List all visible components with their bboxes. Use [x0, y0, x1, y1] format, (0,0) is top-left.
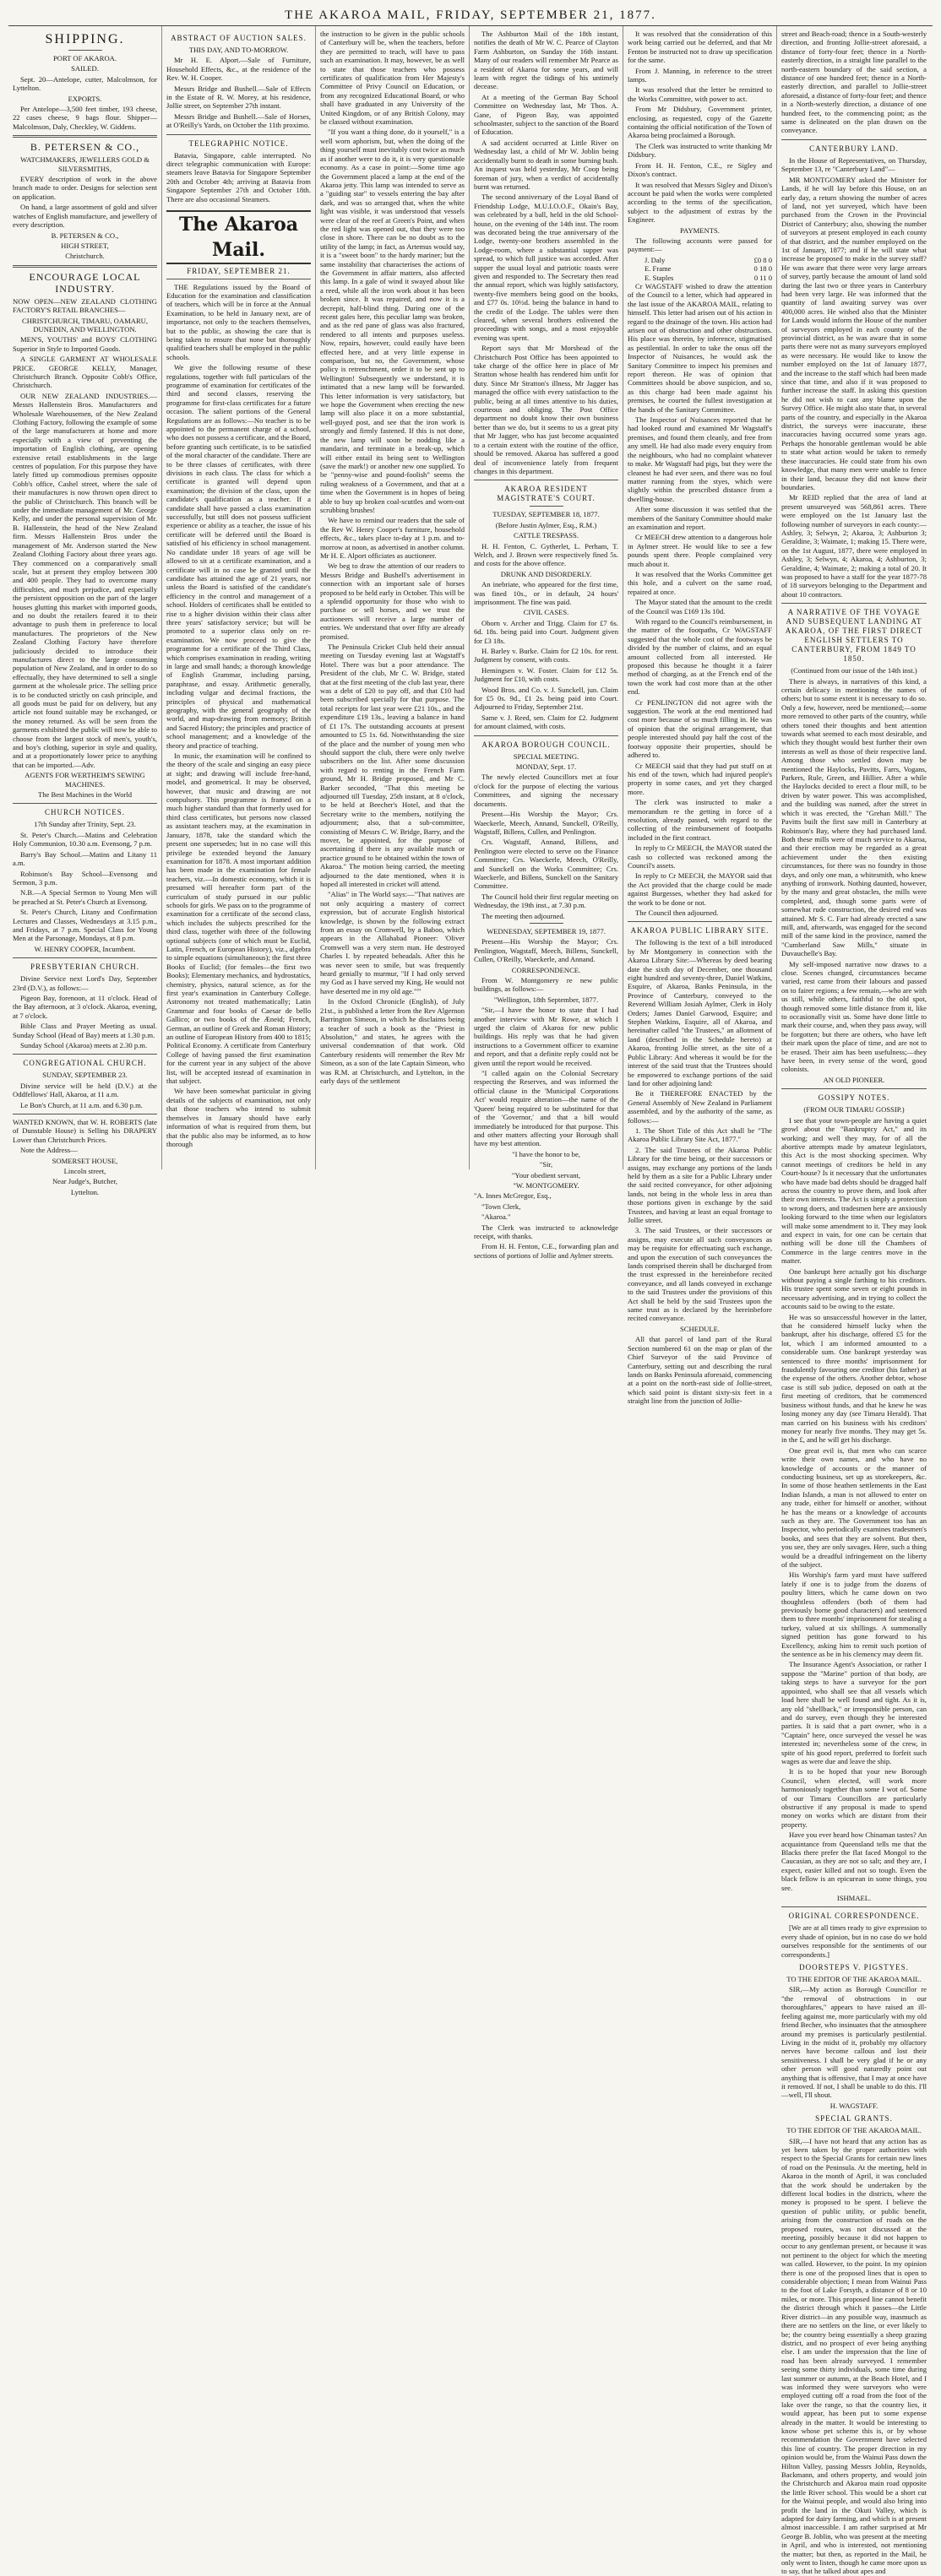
council-text: The Council hold their first regular meeting on Wednesday, the 19th inst., at 7.30 p.m.: [474, 892, 618, 910]
divider: [68, 50, 102, 51]
account-row: [628, 256, 772, 264]
narrative-text: My self-imposed narrative now draws to a close. Scenes changed, circumstances became varied, rest came from their labours and passed on to fairer regions; a few remain,—who are with us still, while others, faithful to the old spot, though removed some little distance from it, like to occasionally visit us. Some have done little to mark their course, and, when they pass away, will be forgotten; but there are others, who have left their mark upon the place of time, and are not to be erased. Their aim has been usefulness;—they have been, in every sense of the word, good colonists.: [781, 959, 927, 1074]
account-amount: 0 18 0: [753, 264, 772, 274]
account-amount: 0 11 0: [753, 273, 772, 282]
council-text: With regard to the Council's reimbursement, in the matter of the footpaths, Cr WAGSTAFF suggested that the whole cost of the footways be divided by the number of claims, and an equal amount collected from all interested. He proposed this because he thought it a fairer method of charging, as at the French end of the town the work had cost more than at the other end.: [628, 617, 772, 697]
account-name: J. Daly: [645, 255, 666, 264]
court-date: TUESDAY, SEPTEMBER 18, 1877.: [492, 510, 600, 519]
correspondence-text: "Sir,—I have the honor to state that I had another interview with Mr Rowe, at which I urged the claim of Akaroa for new public buildings. His reply was that he had given instructions to a Government officer to examine and report, and that a definite reply could not be given until the report would be received.: [474, 1006, 618, 1067]
correspondence-heading: CORRESPONDENCE.: [511, 965, 581, 974]
schedule-text: street and Beach-road; thence in a South-westerly direction, and fronting Jollie-street aforesaid, a distance of forty-four feet; thence in a North-easterly direction, in a straight line parallel to the north-eastern boundary of the said section, a distance of one hundred feet; thence in a North-easterly direction, and parallel to Jollie-street aforesaid, a distance of forty-four feet; and thence in a North-westerly direction, a distance of one hundred feet, to the commencing point; as the same is delineated on the plan drawn on the conveyance.: [781, 30, 927, 135]
council-text: It was resolved that the letter be remitted to the Works Committee, with power to act.: [628, 85, 772, 103]
canterbury-text: MR MONTGOMERY asked the Minister for Lands, if he will lay before this House, on an early day, a return showing the number of acres of land, not yet surveyed, which have been purchased from the Crown in the Provincial District of Canterbury; also, showing the number of surveyors at present employed in each county of that district, and the number employed on the 1st of January, 1877; and if he will state what increase be proposed to make in the survey staff? He was aware that there were very large arrears of survey, partly because the amount of land sold during the last two or three years in Canterbury had been very large. He was informed that the quantity of land awaiting survey was over 400,000 acres. He wished also that the Minister for Lands would inform the House of the number of surveyors employed in each county of the provincial district, as he was aware that in some parts there were not as many surveyors employed as were necessary. He would like to know the number employed on the 1st of January 1877, and the increase to the staff which had been made since that time, and also if it was proposed to further increase the staff. In asking this question he did not wish to cast any blame upon the Survey Office. He might also state that, in several parts of the country, and especially in the Akaroa district, the surveys were inaccurate, these inaccuracies having occurred some years ago. Perhaps the honorable gentleman would be able to state what action would be taken to remedy these inaccuracies. He could state from his own knowledge, that many men were unable to fence in their land, because they did not know their boundaries.: [781, 175, 927, 491]
column-6: [777, 26, 931, 2576]
wednesday-date: WEDNESDAY, SEPTEMBER 19, 1877.: [487, 926, 606, 935]
gossip-text: I see that your town-people are having a quiet growl about the "Bankruptcy Act," and its working; and well they may, for of all the abortive attempts made by amateur legislators, this Act is the most shocking specimen. Why cannot meetings of creditors be held in any Court-house? Is it necessary that the unfortunates who have made bad debts should be dragged half across the country to prove them, and look after their own interests. The Act is simply a protection to wrong doers, and tradesmen here are anxiously looking forward to the time when our legislators will make some amendment to it. They may look and expect in vain, for one can be certain that nothing will be done till the Chambers of Commerce in the large centres move in the matter.: [781, 1115, 927, 1266]
library-heading: AKAROA PUBLIC LIBRARY SITE.: [630, 926, 770, 935]
correspondence-text: "I have the honor to be,: [512, 1149, 580, 1158]
canterbury-text: Mr REID replied that the area of land at present unsurveyed was 568,861 acres. There were employed on the 1st January last the following number of surveyors in each county:—Ashley, 3; Selwyn, 2; Akaroa, 3; Ashburton 3; Geraldine, 3; Waimate, 1; making 15. There were, on the 1st August, 1877, there were employed in Ashley, 3; Selwyn, 4; Akaroa, 4; Ashburton, 3; Geraldine, 4; Waimate, 2; making a total of 20. It was proposed to have a staff for the year 1877-78 of 18 surveyors belonging to the Department and about 10 contractors.: [781, 493, 927, 599]
article-text: "Alias" in The World says:—"That natives are not only acquiring a mastery of correct expression, but of accurate English historical knowledge, is shown by the following extract from an essay on Cromwell, by a Baboo, which appears in the Allahabad Pioneer: 'Oliver Cromwell was a very stern man. He destroyed Charles I. by repeated beheadals. After this he was never seen to smile, but was frequently heard genially to murmur, "If I had only served my God as I have served my King, He would not have deserted me in my old age."'": [320, 890, 465, 995]
civil-heading: CIVIL CASES.: [523, 608, 569, 617]
doorsteps-heading: DOORSTEPS V. PIGSTYES.: [799, 1963, 909, 1972]
council-heading: AKAROA BOROUGH COUNCIL.: [481, 740, 611, 749]
schedule-heading: SCHEDULE.: [679, 1324, 721, 1333]
gossip-text: One great evil is, that men who can scarce write their own names, and who have no knowledge of accounts or the manner of conducting business, set up as storekeepers, &c. In some of those heathen settlements in the East Indian Islands, a man is not allowed to enter on any trade, either for himself or another, without he has the means or a knowledge of accounts such as they are. The Government too has an Inspector, who periodically examines tradesmen's books, and sees that they are solvent. But then, you see, they are only savages. Here, such a thing would be a dreadful infringement on the liberty of the subject.: [781, 1445, 927, 1569]
divider: [13, 957, 157, 958]
congregational-text: Divine service will be held (D.V.) at the Oddfellows' Hall, Akaroa, at 11 a.m.: [13, 1081, 157, 1099]
council-text: It was resolved that the consideration of this work being carried out be deferred, and that Mr Fenton be instructed not to draw up specification for the same.: [628, 30, 772, 65]
council-text: The Mayor stated that the amount to the credit of the Council was £169 13s 10d.: [628, 598, 772, 616]
auction-heading: ABSTRACT OF AUCTION SALES.: [171, 34, 307, 42]
columns: [8, 26, 933, 2576]
leader-text: We give the following resume of these regulations, together with full particulars of the programme of examination for certificates of the third and second classes, reserving the programme for first-class certificates for a future occasion. The salient portions of the General Regulations are as follows:—No teacher is to be appointed to the permanent charge of a school, who does not possess a certificate, and the Board, before granting such certificate, is to be satisfied of the moral character of the candidate. There are to be three classes of certificates, with three divisions in each class. The class for which a certificate is granted will depend upon examination; the division of the class, upon the candidate's qualification as a teacher. If a candidate shall have passed a class examination successfully, but still does not possess sufficient experience or ability as a teacher, the issue of his certificate will be deferred until the Board is satisfied of his efficiency in school management. No candidate under 18 years of age will be allowed to sit at a certificate examination, and a certificate will in no case be granted until the candidate has attained the age of 21 years, nor unless the Board is satisfied of the candidate's efficiency in the control and management of a school. Holders of certificates shall be entitled to rise to a higher division within their class after three years' satisfactory service; but will be promoted to a superior class only on re-examination. We now proceed to give the programme for a certificate of the Third Class, which comprises examination in reading, writing in large and small hands; a thorough knowledge of English Grammar, including parsing, paraphrase, and essay. Arithmetic generally, including vulgar and decimal fractions, the principles of physical and mathematical geography, with the general geography of the world, and map-drawing from memory; British and Sacred History; the principles and practice of school management; and a knowledge of the theory and practice of teaching.: [166, 363, 311, 750]
grants-text: SIR,—I have not heard that any action has as yet been taken by the proper authorities with respect to the Special Grants for certain new lines of road on the Peninsula. At the meeting, held in Akaroa in the month of April, it was concluded that the work should be undertaken by the different local bodies in the districts, where the money is proposed to be spent. I believe the question of public utility, or public benefit, arising from the construction of roads on the proposed routes, was not discussed at the meeting, possibly because it did not happen to occur to any gentleman present, or because it was not pertinent to the object for which the meeting was called. However, to the point. In my opinion there is one of the proposed lines that is open to considerable objection; I mean from Wainui Pass to the foot of Lake Forsyth, a distance of 8 or 10 miles, or more. This proposed line cannot benefit the district through which it passes—the Little River district—in any possible way, inasmuch as there are no settlers on the line, or ever likely to be; the country being essentially a sheep grazing district, and no prospect of ever being anything else. I am under the impression that the line of road has been already surveyed. I remember seeing some thirty individuals, some time during last summer or autumn, at the Beach Hotel, and I was informed they were surveyors who were employed cutting off a road from the foot of the lake over the range, so that the country lies, it would appear, has been put to some expense already in the matter. It would be interesting to know whose pet scheme this is, or by whose recommendation the Government have selected this line of country. The proper direction in my opinion would be, from the Wainui Pass down the Hilton Valley, passing Messrs Joblin, Reynolds, Backmann, and others property, and would join the Christchurch and Akaroa main road opposite the little River school. This would be a short cut for the Wainui people, and would also bring into profit the land in the Okuti Valley, which is adapted for dairy farming, and which is at present almost inaccessible. I am rather surprised at Mr George B. Joblin, who was present at the meeting in April, and who is interested, not mentioning the matter; but then, as reported in the Mail, he only went to listen, though he came more upon us to say, that he talked about apes and: [781, 2136, 927, 2576]
library-text: Be it THEREFORE ENACTED by the General Assembly of New Zealand in Parliament assembled, and by the authority of the same, as follows:—: [628, 1089, 772, 1125]
court-text: H. H. Fenton, C. Gytherlet, L. Perham, T. Welch, and J. Brown were respectively fined 5s. and costs for the above offence.: [474, 541, 618, 568]
narrative-text: There is always, in narratives of this kind, a certain delicacy in mentioning the names of others; but to some extent it is necessary to do so. Only a few, however, need be mentioned;—some more removed to other parts of the country, while others toned their thoughts and bent attention towards what seemed to each most desirable, and which they thought would best further their own interests as well as those of their respective land. Among those who settled down may be mentioned the Haylocks, Pavitts, Farrs, Vogans, Parkers, Rule, Green, and Hillier. After a while the Haylocks decided to erect a flour mill, to be driven by water power. This was accomplished, and the building was named, after the street in which it was erected, the "Grehan Mill." The Pavitts built the first saw mill in Canterbury at Robinson's Bay, where they had purchased land. Both these mills were of much service to Akaroa, and their erection may be regarded as a great achievement under the then existing circumstances, for there was no foundry in those days, and only one man, a whitesmith, who knew anything of ironwork. Nothing daunted, however, by the many and great obstacles, the mills were completed, and, though some parts were of somewhat rude construction, the desired end was attained. Mr S. C. Farr had already erected a saw mill, and, afterwards, was engaged for the second mill of the same kind in the province, named the "Cumberland Saw Mills," situate in Duvauchelle's Bay.: [781, 676, 927, 958]
council-text: From J. Manning, in reference to the street lamps.: [628, 66, 772, 84]
account-name: E. Frame: [645, 264, 672, 274]
doorsteps-to: TO THE EDITOR OF THE AKAROA MAIL.: [786, 1975, 922, 1984]
telegraph-heading: TELEGRAPHIC NOTICE.: [188, 138, 289, 148]
council-text: Present—His Worship the Mayor; Crs. Penlington, Wagstaff, Meech, Billens, Sunckell, Cullen, O'Reilly, Waeckerle, and Annand.: [474, 937, 618, 964]
church-text: St. Peter's Church, Litany and Confirmation Lectures and Classes, Wednesdays at 3.15 p.m., and Fridays, at 7 p.m. Special Class for Young Men at the Parsonage, Mondays, at 8 p.m.: [13, 908, 157, 943]
church-text: Barry's Bay School.—Matins and Litany 11 a.m.: [13, 849, 157, 868]
congregational-date: SUNDAY, SEPTEMBER 23.: [42, 1071, 128, 1080]
wanted-address: SOMERSET HOUSE,: [52, 1156, 118, 1165]
council-text: After some discussion it was settled that the members of the Sanitary Committee should make an examination and report.: [628, 505, 772, 531]
council-text: Cr MEECH said that they had put stuff on at his end of the town, which had injured people's property in some cases, and yet they charged more.: [628, 761, 772, 796]
drunk-heading: DRUNK AND DISORDERLY.: [500, 569, 592, 578]
divider: [13, 803, 157, 804]
sailed-heading: SAILED.: [71, 64, 99, 73]
grants-to: TO THE EDITOR OF THE AKAROA MAIL.: [786, 2126, 922, 2135]
column-3: [316, 26, 470, 1169]
divider: [13, 1054, 157, 1055]
account-name: E. Staples: [645, 273, 674, 282]
court-text: Hemingsen v. W. Foster. Claim for £12 5s. Judgment for £10, with costs.: [474, 665, 618, 684]
exports-heading: EXPORTS.: [68, 94, 102, 103]
congregational-heading: CONGREGATIONAL CHURCH.: [23, 1059, 147, 1068]
leader-text: In music, the examination will be confined to the theory of the scale and singing an easy piece at sight; and drawing will include free-hand, model, and geometrical. It may be observed, however, that music and drawing are not compulsory. This programme is framed on a much higher standard than that formerly used for third class certificates, but persons now classed as assistant teachers may, at the examination in January, 1878, take the standard which the present one supersedes; but in no case will this privilege be extended beyond the January examination for 1878. A most important addition has been made in the examination for female teachers, viz.—In domestic economy, which it is presumed will hereafter form part of the curriculum of study pursued in our public schools for girls. We pass on to the programme of examination for a certificate of the second class, which includes the subjects prescribed for the third class, together with three of the following optional subjects (one of which must be Euclid, Latin, French, or European History), viz., algebra to simple equations (simultaneous); the first three Books of Euclid; (for females—the first two Books); Elementary mechanics, and hydrostatics, chemistry, physics, natural science, as for the first year's examination in Canterbury College. Astronomy not treated mathematically; Latin Grammar and four books of Caesar de bello Gallico; or two books of the Æneid; French, German, an outline of Greek and Roman History; an outline of European History from 400 to 1815; Political Economy. A certificate from Canterbury College of having passed the first examination for the current year in any subject of the above list, will be accepted instead of examination in that subject.: [166, 751, 311, 1086]
library-text: 3. The said Trustees, or their successors or assigns, may execute all such conveyances as may be requisite for effectuating such exchange, and upon the execution of such conveyances the lands comprised therein shall be discharged from the trust expressed in the hereinbefore recited conveyance, and all lands conveyed in exchange to the said Trustees under the provisions of this Act shall be held by the said Trustees upon the same trust as is declared by the hereinbefore recited conveyance.: [628, 1226, 772, 1323]
gossip-text: One bankrupt here actually got his discharge without paying a single farthing to his creditors. His trustee spent some seven or eight pounds in necessary advertising, and in trying to collect the accounts said to be owing to the estate.: [781, 1266, 927, 1311]
account-row: [628, 274, 772, 282]
encourage-text: MEN'S, YOUTHS' and BOYS' CLOTHING Superior in Style to Imported Goods.: [13, 335, 157, 353]
column-1: [8, 26, 162, 1196]
article-text: In the Oxford Chronicle (English), of July 21st., is published a letter from the Rev Algernon Barrington Simeon, in which he disclaims being a teacher of such a book as the "Priest in Absolution," and states, he agrees with the universal condemnation of that work. Old Canterbury residents will remember the Rev Mr Simeon, as a son of the late Captain Simeon, who was R.M. at Christchurch, and Lyttelton, in the early days of the settlement: [320, 997, 465, 1085]
correspondence-text: "Your obedient servant,: [511, 1170, 581, 1180]
church-text: Robinson's Bay School—Evensong and Sermon, 3 p.m.: [13, 869, 157, 887]
court-heading: AKAROA RESIDENT MAGISTRATE'S COURT.: [497, 485, 596, 503]
library-text: 1. The Short Title of this Act shall be "The Akaroa Public Library Site Act, 1877.": [628, 1125, 772, 1144]
column-5: [623, 26, 777, 1406]
auction-text: Messrs Bridge and Bushell.—Sale of Horses, at O'Reilly's Yards, on October the 11th proximo.: [166, 111, 311, 130]
narrative-heading: A NARRATIVE OF THE VOYAGE AND SUBSEQUENT LANDING AT AKAROA, OF THE FIRST DIRECT ENGLISH SETTLERS TO CANTERBURY, FROM 1849 TO 1850.: [785, 608, 923, 664]
divider: [628, 921, 772, 922]
council-text: Cr WAGSTAFF wished to draw the attention of the Council to a letter, which had appeared in the last issue of the AKAROA MAIL, relating to himself. This letter had arisen out of his action in regard to the drainage of the town. His action had arisen out of obstruction and other obstructions. His place was therein, by inference, stigmatised as pestilential. In order to take the onus off the Inspector of Nuisances, he would ask the Sanitary Committee to inspect his premises and report thereon. He was of opinion that Committees should be above suspicion, and so, as this charge had been made against his premises, he courted the fullest investigation at the hands of the Sanitary Committee.: [628, 281, 772, 414]
schedule-text: All that parcel of land part of the Rural Section numbered 61 on the map or plan of the Chief Surveyor of the said Province of Canterbury, setting out and describing the rural lands on Banks Peninsula aforesaid, commencing at a point on the north-east side of Jollie-street, which said point is distant sixty-six feet in a straight line from the junction of Jollie-: [628, 1335, 772, 1406]
council-text: From H. H. Fenton, C.E., re Sigley and Dixon's contract.: [628, 160, 772, 179]
presbyterian-text: Sunday School (Akaroa) meets at 2.30 p.m.: [20, 1041, 148, 1049]
council-text: Cr PENLINGTON did not agree with the suggestion. The work at the end mentioned had cost more because of so much filling in. He was of opinion that the original arrangement, that people interested should pay half the cost of the footway opposite their properties, should be adhered to.: [628, 697, 772, 760]
council-text: The Inspector of Nuisances reported that he had looked round and examined Mr Wagstaff's premises, and found them cleanly, and free from any smell. He had also made every enquiry from the neighbours, who had no complaint whatever to make. Mr Wagstaff had pigs, but they were the cleanest he had ever seen, and there was no foul matter running from the styes, which were slightly within the prescribed distance from a dwelling-house.: [628, 415, 772, 503]
correspondence-note: [We are at all times ready to give expression to every shade of opinion, but in no case do we hold ourselves responsible for the sentiments of our correspondents.]: [781, 1923, 927, 1959]
auction-date: THIS DAY, AND TO-MORROW.: [188, 46, 289, 54]
church-text: N.B.—A Special Sermon to Young Men will be preached at St. Peter's Church at Evensong.: [13, 888, 157, 906]
court-text: Same v. J. Reed, sen. Claim for £2. Judgment for amount claimed, with costs.: [474, 713, 618, 731]
correspondence-text: The Clerk was instructed to acknowledge receipt, with thanks.: [474, 1223, 618, 1240]
gossip-text: Have you ever heard how Chinaman tastes? An acquaintance from Queensland tells me that the Blacks there prefer the flat faced Mongol to the Caucasian, as they are not so salt; and they are, I expect, easier killed and not so tough. Even the black fellow is an epicurean in some things, you see.: [781, 1830, 927, 1892]
encourage-text: NOW OPEN—NEW ZEALAND CLOTHING FACTORY'S RETAIL BRANCHES—: [13, 296, 157, 315]
correspondence-text: From W. Montgomery re new public buildings, as follows:—: [474, 976, 618, 994]
correspondence-text: "Town Clerk,: [481, 1201, 521, 1211]
article-text: We beg to draw the attention of our readers to Messrs Bridge and Bushell's advertisement in connection with an important sale of horses proposed to be held early in October. This will be a splendid opportunity for those who wish to purchase or sell horses, and we trust the auctioneers will receive a large number of entries. We understand that over fifty are already promised.: [320, 561, 465, 641]
masthead: THE AKAROA MAIL, FRIDAY, SEPTEMBER 21, 1877.: [8, 5, 933, 26]
correspondence-text: "Sir,: [539, 1160, 553, 1169]
correspondence-heading: ORIGINAL CORRESPONDENCE.: [788, 1912, 920, 1921]
leader-text: THE Regulations issued by the Board of Education for the examination and classification of teachers, which will be in force at the Annual Examination, to be held in January next, are of importance, not only to the teachers themselves, but to the public, as showing the care that is being taken to ensure that none but thoroughly qualified teachers shall be employed in the public schools.: [166, 282, 311, 361]
gossip-text: His Worship's farm yard must have suffered lately if one is to judge from the dozens of poultry litters, which he came down on two thoughtless offenders (both of them had previously borne good characters) and sentenced them to three months' imprisonment for stealing a turkey, valued at six shillings. A summonally signed petition has gone forward to his Excellency, asking him to remit such portion of the sentence as he in his clemency may deem fit.: [781, 1570, 927, 1659]
cattle-heading: CATTLE TRESPASS.: [514, 531, 579, 540]
correspondence-text: "A. Innes McGregor, Esq.,: [474, 1191, 552, 1201]
article-text: The second anniversary of the Loyal Band of Friendship Lodge, M.U.I.O.O.F., Okain's Bay, was celebrated by a ball, held in the old School-house, on the evening of the 14th inst. The room was decorated being the true anniversary of the Lodge, twenty-one brothers assembled in the Lodge-room, where a substantial supper was spread, to which full justice was accorded. After supper the usual loyal and patriotic toasts were given and responded to. The Secretary then read the annual report, which was highly satisfactory, twenty-five members being good on the books, and £77 0s. 10½d. being the balance in hand to the credit of the Lodge. The tables were then cleared, when several brothers enlivened the proceedings with songs, and a most enjoyable evening was spent.: [474, 193, 618, 342]
article-text: We have to remind our readers that the sale of the Rev W. Henry Cooper's furniture, household effects, &c., takes place to-day at 1 p.m. and to-morrow at noon, as advertised in another column. Mr H. E. Alport officiates as auctioneer.: [320, 516, 465, 560]
church-heading: CHURCH NOTICES.: [44, 808, 125, 817]
divider: [530, 923, 563, 924]
council-text: Crs. Wagstaff, Annand, Billens, and Penlington were elected to serve on the Finance Committee; Crs. Waeckerle, Meech, O'Reilly, and Sunckell on the Works Committee; Crs. Waeckerle, and Billens, Sunckell on the Sanitary Committee.: [474, 838, 618, 891]
wanted-text: Note the Address—: [20, 1146, 78, 1155]
court-text: Oborn v. Archer and Trigg. Claim for £7 6s. 6d. 18s. being paid into Court. Judgment given for £3 18s.: [474, 618, 618, 645]
grants-heading: SPECIAL GRANTS.: [815, 2114, 893, 2123]
correspondence-text: "I called again on the Colonial Secretary respecting the Reserves, and was informed the official clause in the 'Municipal Corporations Act' would require alteration—the name of the 'Queen' being required to be substituted for that of the 'Governor,' and that a bill would immediately be introduced for that purpose. This and other matters affecting your Borough shall have my best attention.: [474, 1069, 618, 1148]
leader-text: We have been somewhat particular in giving details of the subjects of examination, not only that those teachers who intend to submit themselves in January should have early information of what is required from them, but that the public also may be informed, as to how thorough: [166, 1087, 311, 1148]
divider: [781, 139, 927, 140]
council-text: The meeting then adjourned.: [481, 911, 565, 920]
council-text: Cr MEECH drew attention to a dangerous hole in Aylmer street. He would like to see a few pounds spent there. People complained very much about it.: [628, 533, 772, 568]
exports-text: Per Antelope—3,500 feet timber, 193 cheese, 22 cases cheese, 9 bags flour. Shipper—Malcolmson, Daly, Checkley, W. Giddens.: [13, 105, 157, 131]
article-text: The Ashburton Mail of the 18th instant, notifies the death of Mr W. C. Pearce of Clayton Farm Ashburton, on Sunday the 16th instant. Many of our readers will remember Mr Pearce as a resident of Akaroa for some years, and will learn with regret the tidings of his untimely decease.: [474, 30, 618, 91]
newspaper-logo: The Akaroa Mail.: [166, 210, 311, 264]
wanted-address: Lyttelton.: [70, 1187, 100, 1196]
council-text: The clerk was instructed to make a memorandum re the getting in force of a resolution, already passed, with regard to the collecting of the reimbursement of footpaths included in the first contract.: [628, 798, 772, 842]
shipping-heading: SHIPPING.: [45, 32, 125, 46]
council-subheading: SPECIAL MEETING.: [513, 751, 579, 761]
dateline: FRIDAY, SEPTEMBER 21.: [166, 267, 311, 279]
congregational-text: Le Bon's Church, at 11 a.m. and 6.30 p.m.: [20, 1100, 143, 1109]
court-text: H. Barley v. Burke. Claim for £2 10s. for rent. Judgment by consent, with costs.: [474, 647, 618, 664]
library-text: The following is the text of a bill introduced by Mr Montgomery in connection with the Akaroa Library Site:—Whereas by deed bearing date the sixth day of December, one thousand eight hundred and seventy-three, Daniel Watkins, Esquire, of Akaroa, Banks Peninsula, in the Province of Canterbury, conveyed to the Reverend William Josiah Aylmer, Clerk in Holy Orders; James Daniel Garwood, Esquire; and Stephen Watkins, Esquire, all of Akaroa, and hereinafter called "the Trustees," an allotment of land (described in the Schedule hereto) at Akaroa, fronting Jollie street, as the site of a Public Library: And whereas it would be for the interest of the said trust that the Trustees should be empowered to exchange portions of the said land for other adjoining land:: [628, 938, 772, 1087]
divider: [166, 134, 311, 135]
divider: [781, 1088, 927, 1089]
encourage-article: OUR NEW ZEALAND INDUSTRIES.—Messrs Hallenstein Bros. Manufacturers and Wholesale Warehousemen, of the New Zealand Clothing Factory, following the example of some of the large manufacturers at home and more especially with a view of preventing the importation of English clothing, are opening extensive retail establishments in the large centres of population. For this purpose they have lately fitted up commodious premises opposite Cobb's office, Cashel street, where the sale of their manufactures is now thrown open direct to the public of Christchurch. This branch will be under the immediate management of Mr. George Kelly, and under the personal supervision of Mr. B. Hallenstein, the head of the New Zealand firm. Messrs Hallenstein Bros under the management of Mr. Anderson started the New Zealand Clothing Factory about three years ago. They commenced on a comparatively small scale, but at present they employ between 300 and 400 people. They had to overcome many difficulties, and much prejudice, and especially the persistent opposition on the part of the larger houses glutting this market with imported goods, and no doubt the retailers feared it to their advantage to push them in preference to local manufactures. The proprietors of the New Zealand Clothing Factory have therefore judiciously decided to introduce their manufactures direct to the large consuming population of New Zealand, and in order to do so effectually, they have determined to sell a single garment at the wholesale price. The selling price is to be conducted strictly on cash principle, and all goods must be paid for on delivery, but any article not found suitable may be exchanged, or the money returned. As will be seen from the garments exhibited the public will now be able to choose from the largest stock of men's, youth's, and boy's clothing, superior in style and quality, and at a proportionately lower price to anything that can be imported.—Adv.: [13, 391, 157, 769]
petersen-text: EVERY description of work in the above branch made to order. Designs for selection sent on application.: [13, 175, 157, 201]
church-date: 17th Sunday after Trinity, Sept. 23.: [34, 820, 136, 829]
agents-heading: AGENTS FOR WERTHEIM'S SEWING MACHINES.: [24, 771, 145, 789]
wanted-address: Lincoln street,: [63, 1167, 106, 1176]
divider: [13, 135, 157, 138]
gossip-text: It is to be hoped that your new Borough Council, when elected, will work more harmoniously together than some I wot of. Some of our Timaru Councillors are particularly obstructive if any proposal is made to spend money on works which are distant from their property.: [781, 1767, 927, 1829]
presbyterian-heading: PRESBYTERIAN CHURCH.: [30, 963, 139, 972]
gossip-signature: ISHMAEL.: [836, 1894, 872, 1903]
correspondence-text: From H. H. Fenton, C.E., forwarding plan and sections of portions of Jollie and Aylmer streets.: [474, 1242, 618, 1260]
petersen-text: On hand, a large assortment of gold and silver watches of English manufacture, and jewellery of every description.: [13, 203, 157, 230]
divider: [13, 265, 157, 268]
wanted-address: Near Judge's, Butcher,: [52, 1177, 118, 1186]
petersen-signature: B. PETERSEN & CO.,: [51, 230, 119, 240]
telegraph-text: Batavia, Singapore, cable interrupted. No direct telegraphic communication with Europe: steamers leave Batavia for Singapore September 20th and October 4th; arriving at Batavia from Singapore September 27th and October 18th. There are also occasional Steamers.: [166, 150, 311, 203]
church-signature: W. HENRY COOPER, Incumbent.: [34, 944, 136, 953]
article-text: The Peninsula Cricket Club held their annual meeting on Tuesday evening last at Wagstaff's Hotel. There was but a poor attendance. The President of the club, Mr C. W. Bridge, stated that at the first meeting of the club last year, there was a debt of £20 to pay off, and that £10 had been subscribed specially for that purpose. The total receipts for last year were £21 10s., and the expenditure £19 13s., leaving a balance in hand of £1 17s. The outstanding accounts at present amounted to £5 1s. 6d. Notwithstanding the size of the place and the number of young men who should support the club, there were only twelve subscribers on the list. After some discussion with regard to renting in the French Farm ground, Mr H. Bridge proposed, and Mr C. Barker seconded, "That this meeting be adjourned till Tuesday, 25th instant, at 8 o'clock, to be held at Beecher's Hotel, and that the Secretary write to the members, notifying the adjournment; also, that a sub-committee, consisting of Messrs C. W. Bridge, Barry, and the mover, be appointed, for the purpose of ascertaining if there is any available match or practice ground to be obtained within the town of Akaroa." The motion being carried, the meeting adjourned to the date mentioned, when it is hoped all interested in cricket will attend.: [320, 643, 465, 888]
gossip-text: The Insurance Agent's Association, or rather I suppose the "Marine" portion of that body, are taking steps to have a surveyor for the port appointed, who shall see that all vessels which load here shall be well found and tight. As it is, any old "shellback," or irresponsible person, can and do survey, even though they be interested parties. It is said that a part owner, who is a "Captain" here, once surveyed the vessel he was interested in; nevertheless some of the crew, in spite of his good report, preferred to forfeit such wages as were due and leave the ship.: [781, 1660, 927, 1765]
payments-heading: PAYMENTS.: [680, 225, 720, 235]
court-text: Wood Bros. and Co. v. J. Sunckell, jun. Claim for £5 0s. 9d., £1 2s. being paid into Court. Adjourned to Friday, September 21st.: [474, 685, 618, 712]
gossip-heading: GOSSIPY NOTES.: [818, 1093, 890, 1103]
narrative-signature: AN OLD PIONEER.: [823, 1075, 885, 1084]
encourage-branches: CHRISTCHURCH, TIMARU, OAMARU, DUNEDIN, AND WELLINGTON.: [21, 316, 149, 334]
presbyterian-text: Bible Class and Prayer Meeting as usual. Sunday School (Head of Bay) meets at 1.30 p.m.: [13, 1022, 157, 1039]
petersen-subheading: WATCHMAKERS, JEWELLERS GOLD & SILVERSMITHS,: [20, 155, 150, 173]
encourage-text: A SINGLE GARMENT AT WHOLESALE PRICE. GEORGE KELLY, Manager, Christchurch Branch. Opposite Cobb's Office, Christchurch.: [13, 355, 157, 390]
divider: [530, 506, 563, 507]
article-text: the instruction to be given in the public schools of Canterbury will be, when the teachers, before they are permitted to teach, will have to pass such an examination. It may, however, be as well to state that those teachers who possess certificates of qualification from Her Majesty's Committee of Privy Council on Education, or from any recognized Educational Board, or who shall have graduated in any University of the United Kingdom, or of any British Colony, may be classed without examination.: [320, 30, 465, 127]
council-date: MONDAY, Sept. 17.: [515, 762, 577, 772]
canterbury-text: In the House of Representatives, on Thursday, September 13, re "Canterbury Land"—: [781, 155, 927, 174]
gossip-text: He was so unsuccessful however in the latter, that he considered himself lucky when the bankrupt, after his discharge, offered £5 for the lot, which I am informed amounted to a considerable sum. One bankrupt yesterday was sentenced to three months' imprisonment for fraudulently favouring one creditor (his father) at the expense of the others. Another debtor, whose case is still sub judice, deposed on oath at the first meeting of creditors, that he commenced business without funds, and that he knew he was losing money any day (see Timaru Herald). That man carried on his business with his creditors' money for nearly five months. They may get 5s. in the £, and he will get his discharge.: [781, 1312, 927, 1445]
divider: [781, 603, 927, 604]
petersen-city: Christchurch.: [65, 252, 105, 261]
divider: [781, 1906, 927, 1907]
port-heading: PORT OF AKAROA.: [52, 54, 117, 62]
petersen-address: HIGH STREET,: [61, 241, 109, 250]
correspondence-text: "W. MONTGOMERY.: [513, 1180, 579, 1190]
council-text: The Clerk was instructed to write thanking Mr Didsbury.: [628, 141, 772, 160]
church-text: St. Peter's Church.—Matins and Celebration Holy Communion, 10.30 a.m. Evensong, 7 p.m.: [13, 830, 157, 849]
council-text: The Council then adjourned.: [635, 908, 719, 917]
council-text: In reply to Cr MEECH, the MAYOR said that the Act provided that the charge could be made against Burgesses, whether they had asked for the work to be done or not.: [628, 871, 772, 907]
article-text: A sad accident occurred at Little River on Wednesday last, a child of Mr W. Joblin being accidentally burnt to death in some burning bush. An inquest was held yesterday, Mr Coop being foreman of jury, when a verdict of accidentally burnt was returned.: [474, 138, 618, 191]
council-text: It was resolved that the Works Committee get this hole, and a culvert on the same road, repaired at once.: [628, 569, 772, 596]
council-text: It was resolved that Messrs Sigley and Dixon's account be paid when the works were completed according to the terms of the specification, subject to the adjustment of extras by the Engineer.: [628, 180, 772, 225]
council-text: The newly elected Councillors met at four o'clock for the purpose of electing the various Committees, and signing the necessary documents.: [474, 773, 618, 808]
account-amount: £0 8 0: [753, 255, 772, 264]
article-text: Report says that Mr Morshead of the Christchurch Post Office has been appointed to take charge of the office here in place of Mr Stratton whose health has rendered him unfit for duty. Since Mr Stratton's illness, Mr Jagger has managed the office with every satisfaction to the public, being at all times attentive to his duties, courteous and obliging. The Post Office department no doubt know their own business better than we do, but it seems to us a great pity that Mr Jagger, who has just become acquainted to a certain extent with the routine of the office, should be removed. Akaroa has suffered a good deal of inconvenience lately from frequent changes in this department.: [474, 344, 618, 475]
council-text: The following accounts were passed for payment:—: [628, 236, 772, 254]
doorsteps-text: SIR,—My action as Borough Councillor re "the removal of obstructions in our thoroughfares," appears to have raised an ill-feeling against me, more particularly with my old friend Becher, who insinuates that the atmosphere around my premises is particularly pestilential. Living in the midst of it, probably my olfactory nerves have become callous and lost their sensitiveness. I shall be very glad if he or any other person will good naturedly point out anything that is offensive, that I may at once have it removed. If not, I shall be unable to do this. I'll—well, I'll shout.: [781, 1985, 927, 2100]
gossip-subheading: (FROM OUR TIMARU GOSSIP.): [803, 1105, 905, 1114]
presbyterian-text: Divine Service next Lord's Day, September 23rd (D.V.), as follows:—: [13, 974, 157, 992]
wanted-text: WANTED KNOWN, that W. H. ROBERTS (late of Dunstable House) is Selling his DRAPERY Lower than Christchurch Prices.: [13, 1118, 157, 1144]
petersen-heading: B. PETERSEN & CO.,: [30, 141, 140, 154]
presbyterian-text: Pigeon Bay, forenoon, at 11 o'clock. Head of the Bay afternoon, at 3 o'clock. Akaroa, evening, at 7 o'clock.: [13, 993, 157, 1020]
canterbury-heading: CANTERBURY LAND.: [809, 144, 899, 153]
auction-text: Messrs Bridge and Bushell.—Sale of Effects in the Estate of R. W. Morey, at his residence, Jollie street, on September 27th instant.: [166, 84, 311, 111]
auction-text: Mr H. E. Alport.—Sale of Furniture, Household Effects, &c., at the residence of the Rev. W. H. Cooper.: [166, 56, 311, 83]
council-text: From Mr Didsbury, Government printer, enclosing, as requested, copy of the Gazette containing the official notification of the Town of Akaroa being proclaimed a Borough.: [628, 105, 772, 140]
agents-subheading: The Best Machines in the World: [37, 790, 133, 800]
doorsteps-signature: H. WAGSTAFF.: [829, 2101, 878, 2110]
encourage-heading: ENCOURAGE LOCAL INDUSTRY.: [29, 270, 141, 295]
column-4: [470, 26, 623, 1260]
account-row: [628, 264, 772, 273]
narrative-continued: (Continued from our issue of the 14th inst.): [791, 666, 917, 675]
library-text: 2. The said Trustees of the Akaroa Public Library for the time being, or their successors or assigns, may exchange any portions of the lands held by them as a site for a Public Library under the said recited conveyance, for other adjoining lands, not being in the whole less in area than those portions given in exchange by the said Trustees, and having at least an equal frontage to Jollie street.: [628, 1145, 772, 1224]
council-text: In reply to Cr MEECH, the MAYOR stated the cash so collected was reckoned among the Council's assets.: [628, 843, 772, 870]
article-text: At a meeting of the German Bay School Committee on Wednesday last, Mr Thos. A. Gane, of Pigeon Bay, was appointed schoolmaster, subject to the sanction of the Board of Education.: [474, 92, 619, 137]
correspondence-text: "Wellington, 18th September, 1877.: [493, 995, 599, 1004]
court-text: An inebriate, who appeared for the first time, was fined 10s., or in default, 24 hours' imprisonment. The fine was paid.: [474, 580, 618, 606]
court-bench: (Before Justin Aylmer, Esq., R.M.): [495, 520, 597, 529]
correspondence-text: "Akaroa.": [481, 1212, 511, 1222]
article-text: "If you want a thing done, do it yourself," is a well worn aphorism, but, when the doing of the thing yourself must inevitably cost twice as much as if another were to do it, it is very questionable economy. As a case in point:—Some time ago the Government placed a lamp at the end of the Akaroa jetty. This lamp was intended to serve as a "guiding star" to vessels entering the bay after dark, and was so arranged that, when the white light was visible, it was understood that vessels were clear of the reef at Green's Point, and when the red light was opened out, that they were too close in shore. There can be no doubt as to the utility of the lamp; in fact, as Artemus would say, it is a "sweet boon" to the hardy mariner; but the same instability that characterises the actions of the Government in affair matters, also affected this lamp. In a gale of wind it swayed about like a reed, while all the iron work about it has been broken since. It was repaired, and now it is a decrepit, half-blind thing. During one of the recent gales here, this peculiar lamp was broken, and as the red pane of glass was also fractured, rendered to all intents and purposes useless. Now, repairs, however, could easily have been effected here, and at very little expense in comparison, but no, the Government, whose policy is retrenchment, order it to be sent up to Wellington! Subsequently we understand, it is intimated that a new lamp will be forwarded. This letter information is very satisfactory, but we hope the Government when erecting the new lamp will also place it on a more substantial, well-guyed post, and see that the iron work is strongly and firmly fastened. If this is not done, the new lamp will soon be nodding like a mandarin, and terminate in a break-up, which will either entail its being sent to Wellington (save the mark!) or another new one supplied. To be "penny-wise and pound-foolish" seems the ruling weakness of a Government, and that at a time when the Government is in hopes of being able to buy up broken coal-scuttles and worn-out scrubbing brushes!: [320, 127, 465, 514]
sailed-text: Sept. 20—Antelope, cutter, Malcolmson, for Lyttelton.: [13, 74, 157, 93]
column-2: [162, 26, 316, 1169]
council-text: Present—His Worship the Mayor; Crs. Waeckerle, Meech, Annand, Sunckell, O'Reilly, Wagstaff, Billens, Cullen, and Penlington.: [474, 810, 618, 836]
divider: [474, 735, 618, 736]
